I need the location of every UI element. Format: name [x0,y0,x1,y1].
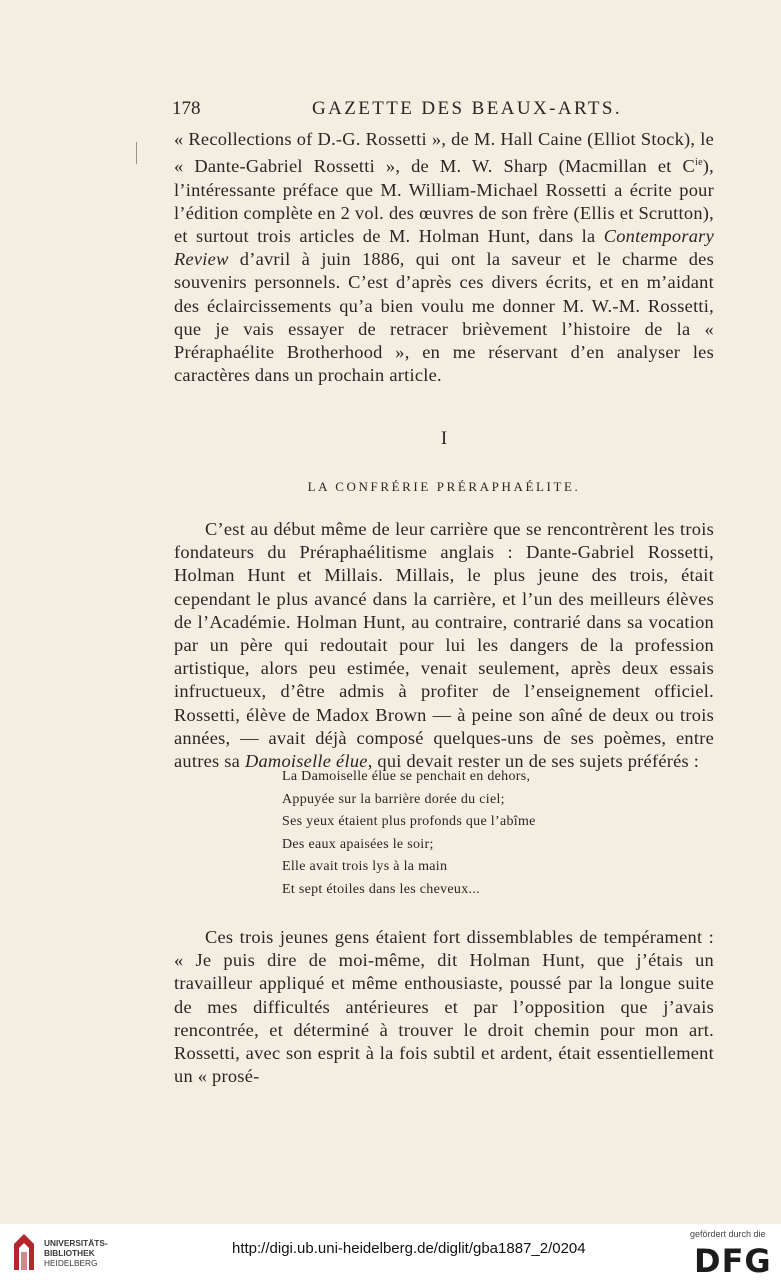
paragraph-3 [174,926,714,1088]
journal-title: Contemporary Review [174,225,714,270]
poem-quote [282,766,612,902]
poem-title: Damoiselle élue [244,751,368,772]
paragraph-2-text-a: C’est au début même de leur carrière que se rencontrèrent les trois fondateurs du Préraphaélitisme anglais : Dante-Gabriel Rossetti, Holman Hunt et Millais. Millais, le plus jeune des trois, était cependant le plus avancé dans la carrière, et l’un des meilleurs élèves de l’Académie. Holman Hunt, au contraire, contrarié dans sa vocation par un père qui redoutait pour lui les dangers de la profession artistique, alors peu estimée, venait seulement, après deux essais infructueux, d’être admis à profiter de l’enseignement officiel. Rossetti, élève de Madox Brown — à peine son aîné de deux ou trois années, — avait déjà composé quelques-uns de ses poèmes, entre autres sa [174,519,714,772]
paragraph-3-text: Ces trois jeunes gens étaient fort dissemblables de tempérament : « Je puis dire de moi-même, dit Holman Hunt, que j’étais un travailleur appliqué et même enthousiaste, poussé par la longue suite de mes difficultés antérieures et par l’opposition que j’avais rencontrée, et déterminé à trouver le droit chemin pour mon art. Rossetti, avec son esprit à la fois subtil et ardent, était essentiellement un « prosé- [174,927,714,1087]
page-header [172,98,712,124]
heidelberg-library-logo-icon[interactable] [10,1232,38,1272]
paragraph-1-text-b: ), l’intéressante préface que M. William-Michael Rossetti a écrite pour l’édition complète en 2 vol. des œuvres de son frère (Ellis et Scrutton), et surtout trois articles de M. Holman Hunt, dans la [174,156,714,246]
poem-line: Ses yeux étaient plus profonds que l’abîme [282,814,536,830]
poem-line: Et sept étoiles dans les cheveux... [282,881,480,897]
superscript-ie: ie [695,157,703,169]
paragraph-1 [174,128,714,387]
poem-line: Appuyée sur la barrière dorée du ciel; [282,791,505,807]
section-number: I [440,428,448,449]
dfg-logo[interactable]: DFG [694,1242,772,1280]
page-number: 178 [172,98,201,119]
paragraph-2 [174,518,714,773]
library-name [44,1238,108,1268]
running-title: GAZETTE DES BEAUX-ARTS. [312,98,623,119]
poem-line: Des eaux apaisées le soir; [282,836,434,852]
poem-line: Elle avait trois lys à la main [282,859,448,875]
poem-line: La Damoiselle élue se penchait en dehors, [282,769,531,784]
permalink-url[interactable]: http://digi.ub.uni-heidelberg.de/diglit/gba1887_2/0204 [232,1240,586,1257]
library-name-line: HEIDELBERG [44,1258,98,1268]
library-name-line: BIBLIOTHEK [44,1248,95,1258]
paragraph-1-text-a: « Recollections of D.-G. Rossetti », de M. Hall Caine (Elliot Stock), le « Dante-Gabriel Rossetti », de M. W. Sharp (Macmillan et C [174,129,714,177]
paragraph-1-text-c: d’avril à juin 1886, qui ont la saveur et le charme des souvenirs personnels. C’est d’après ces divers écrits, et en m’aidant des éclaircissements qu’a bien voulu me donner M. W.-M. Rossetti, que je vais essayer de retracer brièvement l’histoire de la « Préraphaélite Brotherhood », en me réservant d’en analyser les caractères dans un prochain article. [174,249,714,386]
margin-mark [136,142,137,164]
paragraph-2-text-b: , qui devait rester un de ses sujets préférés : [367,751,700,772]
section-title: LA CONFRÉRIE PRÉRAPHAÉLITE. [307,479,581,494]
library-name-line: UNIVERSITÄTS- [44,1238,108,1248]
funder-caption: gefördert durch die [690,1229,766,1239]
